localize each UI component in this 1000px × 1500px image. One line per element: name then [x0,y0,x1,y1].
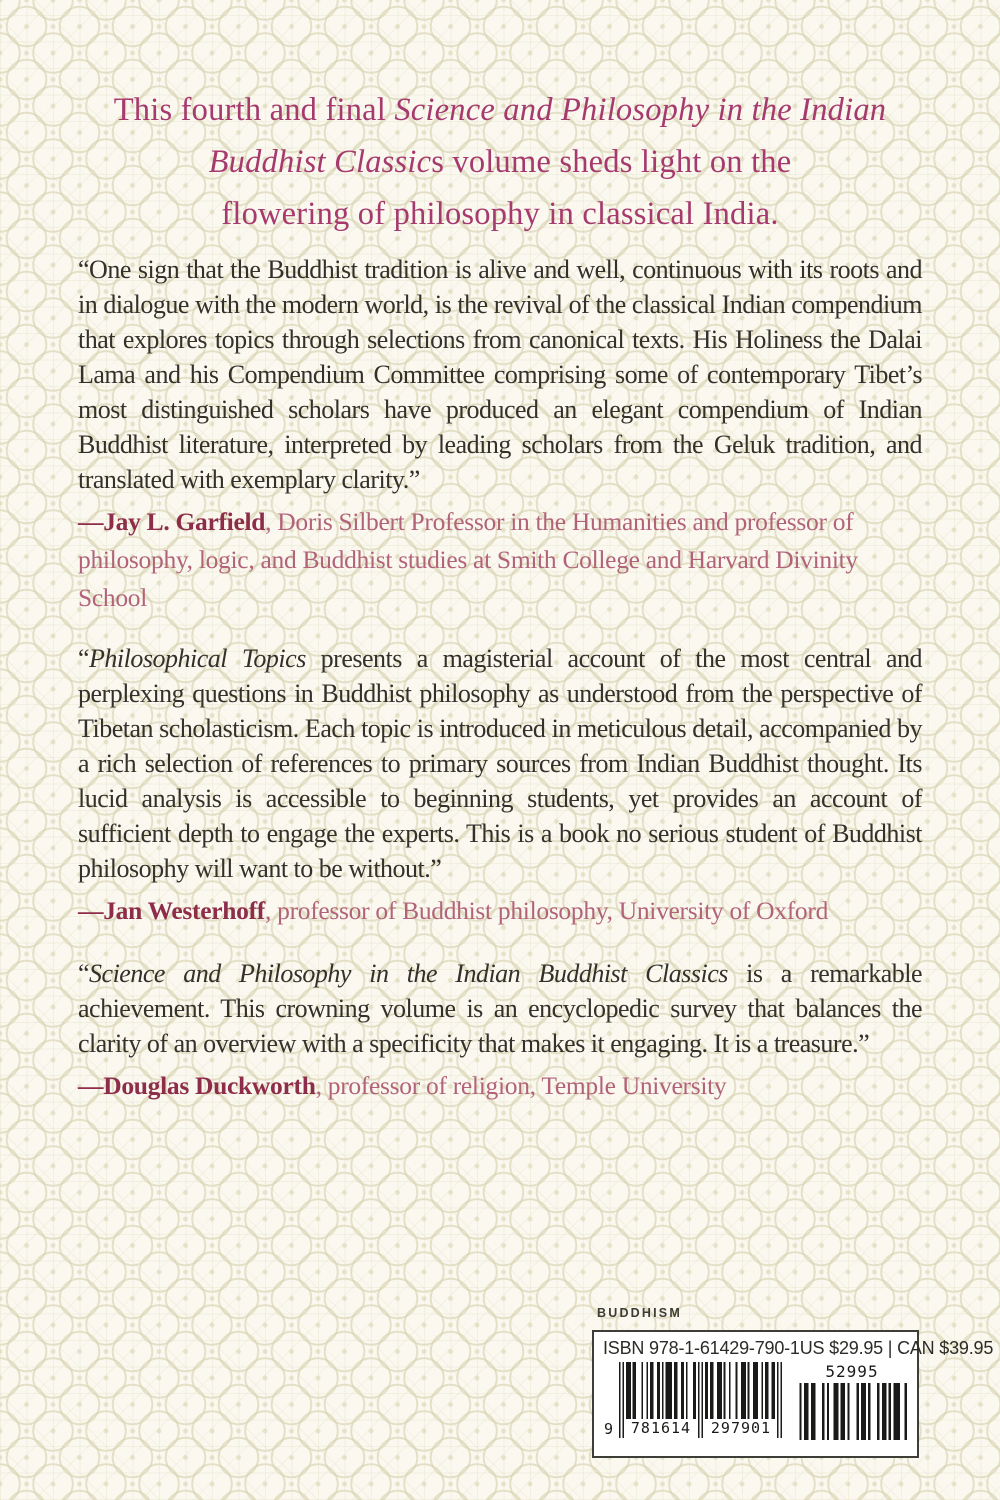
review-attribution-3 [78,1067,922,1105]
isbn-row [603,1338,994,1359]
supplement-barcode [797,1362,907,1444]
tagline-line-3: flowering of philosophy in classical India. [221,196,779,232]
review-quote-2: “Philosophical Topics presents a magisterial account of the most central and perplexing questions in Buddhist philosophy as understood from the perspective of Tibetan scholasticism. Each topic is introduced in meticulous detail, accompanied by a rich selection of references to primary sources from Indian Buddhist thought. Its lucid analysis is accessible to beginning students, yet provides an account of sufficient depth to engage the experts. This is a book no serious student of Buddhist philosophy will want to be without.” [78,644,922,883]
ean13-barcode [604,1362,784,1444]
supplement-bars [797,1383,907,1440]
barcode-panel [592,1330,994,1458]
isbn-number: ISBN 978-1-61429-790-1 [603,1338,800,1358]
ean13-right-digits: 297901 [705,1419,777,1437]
category-label: BUDDHISM [597,1306,682,1320]
reviewer-title-2: , professor of Buddhist philosophy, University of Oxford [264,896,829,925]
review-attribution-2 [78,892,922,930]
tagline-line-2: Buddhist Classics volume sheds light on the [208,144,792,180]
reviewer-title-1: , Doris Silbert Professor in the Humanities and professor of philosophy, logic, and Buddhist studies at Smith College and Harvard Divinity School [78,507,858,612]
supplement-digits: 52995 [825,1362,879,1381]
codes-row [603,1362,908,1444]
reviewer-title-3: , professor of religion, Temple University [315,1071,727,1100]
review-attribution-1 [78,503,922,617]
tagline [60,84,940,240]
reviews-column [78,252,922,1105]
ean13-lead-digit: 9 [604,1420,614,1438]
ean13-left-digits: 781614 [625,1419,697,1437]
reviewer-name-3: —Douglas Duckworth [78,1071,316,1100]
review-quote-1: “One sign that the Buddhist tradition is alive and well, continuous with its roots and in dialogue with the modern world, is the revival of the classical Indian compendium that explores topics through selections from canonical texts. His Holiness the Dalai Lama and his Compendium Committee comprising some of contemporary Tibet’s most distinguished scholars have produced an elegant compendium of Indian Buddhist literature, interpreted by leading scholars from the Geluk tradition, and translated with exemplary clarity.” [78,255,922,494]
price-text: US $29.95 | CAN $39.95 [799,1338,994,1358]
reviewer-name-1: —Jay L. Garfield [78,507,266,536]
tagline-line-1: This fourth and final Science and Philosophy in the Indian [113,92,887,128]
review-quote-3: “Science and Philosophy in the Indian Buddhist Classics is a remarkable achievement. This crowning volume is an encyclopedic survey that balances the clarity of an overview with a specificity that makes it engaging. It is a treasure.” [78,959,922,1058]
reviewer-name-2: —Jan Westerhoff [78,896,265,925]
